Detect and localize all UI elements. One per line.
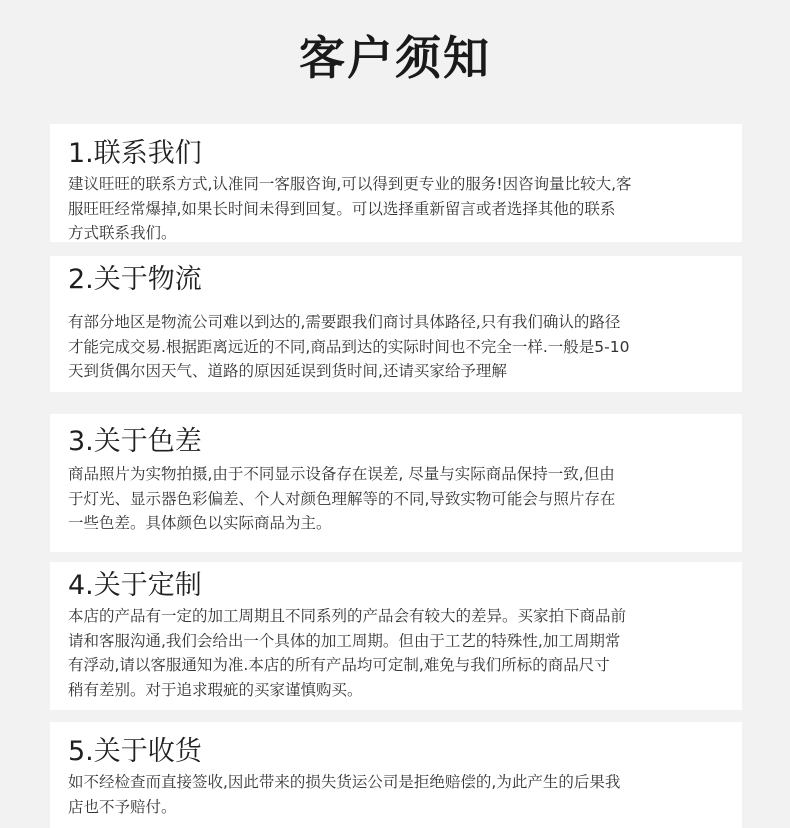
- section-body: 本店的产品有一定的加工周期且不同系列的产品会有较大的差异。买家拍下商品前 请和客服沟通,我们会给出一个具体的加工周期。但由于工艺的特殊性,加工周期常 有浮动,请以客服通知为准.本店的所有产品均可定制,难免与我们所标的商品尺寸 稍有差别。对于追求瑕疵的买家谨慎购买。: [68, 607, 627, 699]
- section-body: 商品照片为实物拍摄,由于不同显示设备存在误差, 尽量与实际商品保持一致,但由 于灯光、显示器色彩偏差、个人对颜色理解等的不同,导致实物可能会与照片存在 一些色差。具体颜色以实际商品为主。: [68, 465, 616, 532]
- section-heading: 4.关于定制: [68, 570, 202, 601]
- section-heading: 2.关于物流: [68, 264, 202, 295]
- section-body: 如不经检查而直接签收,因此带来的损失货运公司是拒绝赔偿的,为此产生的后果我 店也不予赔付。: [68, 773, 621, 816]
- section-heading: 1.联系我们: [68, 138, 202, 169]
- section-contact-us: [50, 124, 742, 242]
- section-heading: 3.关于色差: [68, 426, 202, 457]
- section-body: 建议旺旺的联系方式,认准同一客服咨询,可以得到更专业的服务!因咨询量比较大,客 服旺旺经常爆掉,如果长时间未得到回复。可以选择重新留言或者选择其他的联系 方式联系我们。: [68, 175, 632, 242]
- page-title: 客户须知: [299, 31, 491, 85]
- section-color-difference: [50, 414, 742, 552]
- section-heading: 5.关于收货: [68, 736, 202, 767]
- section-body: 有部分地区是物流公司难以到达的,需要跟我们商讨具体路径,只有我们确认的路径 才能完成交易.根据距离远近的不同,商品到达的实际时间也不完全一样.一般是5-10 天到货偶尔因天气、道路的原因延误到货时间,还请买家给予理解: [68, 313, 630, 380]
- section-receiving: [50, 722, 742, 828]
- section-customization: [50, 562, 742, 710]
- section-logistics: [50, 256, 742, 392]
